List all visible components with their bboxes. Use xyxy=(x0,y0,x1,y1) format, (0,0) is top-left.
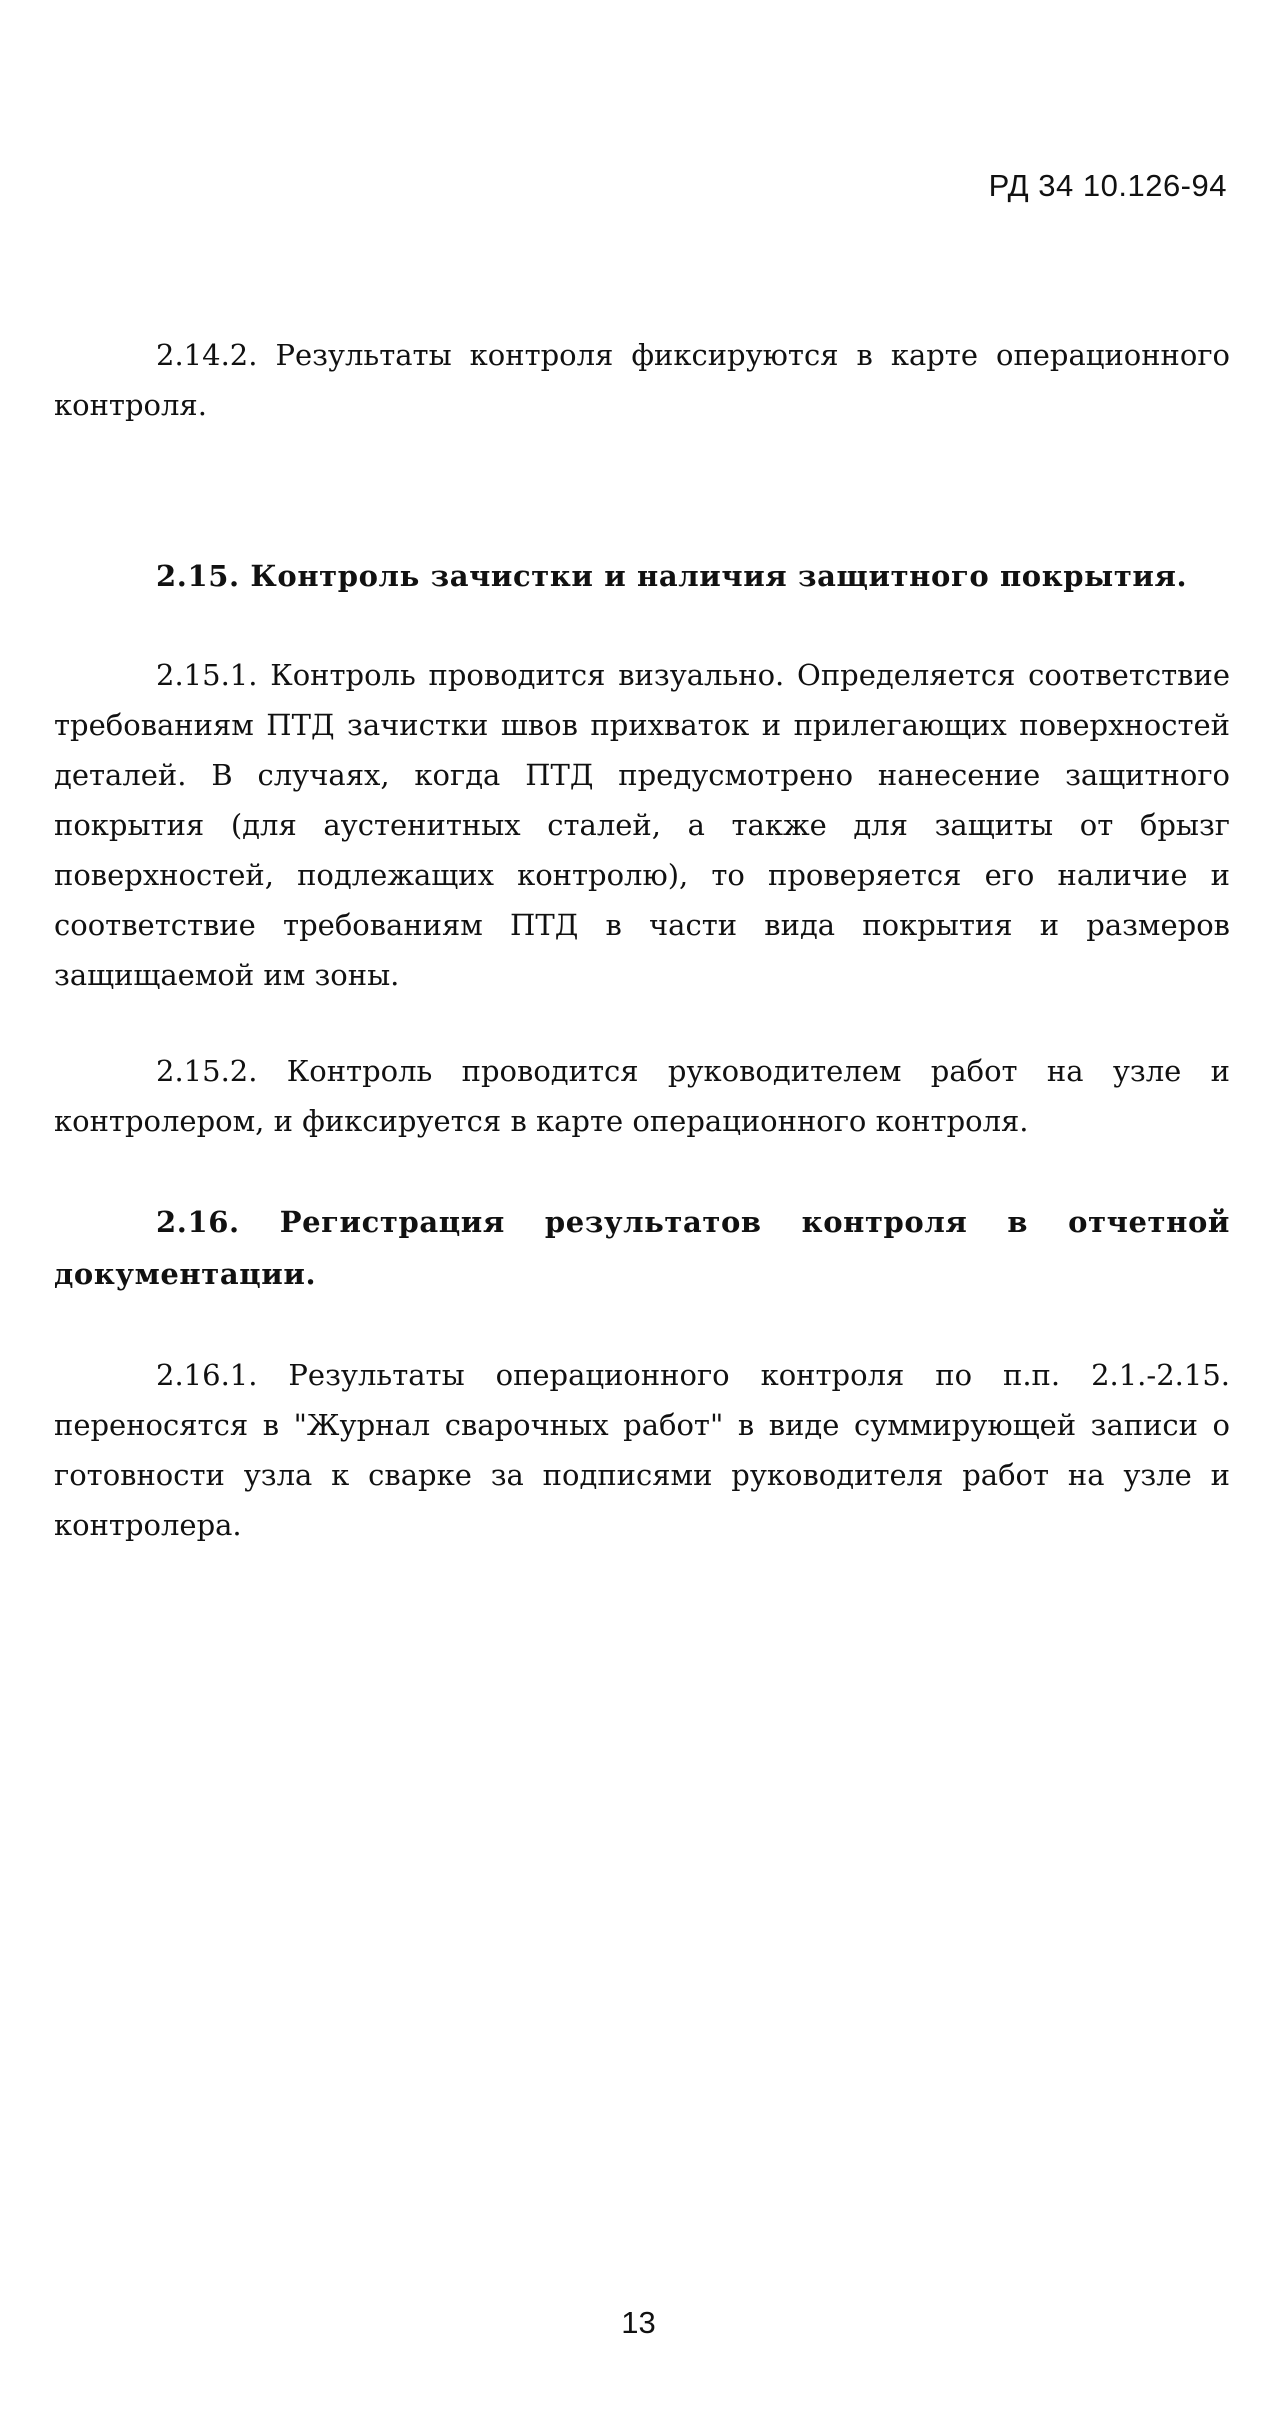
paragraph-2-15-2: 2.15.2. Контроль проводится руководителем работ на узле и контролером, и фиксируется в карте операционного контроля. xyxy=(54,1054,1230,1138)
page-number: 13 xyxy=(621,2305,656,2340)
paragraph-2-15-1: 2.15.1. Контроль проводится визуально. Определяется соответствие требованиям ПТД зачистки швов прихваток и прилегающих поверхностей деталей. В случаях, когда ПТД предусмотрено нанесение защитного покрытия (для аустенитных сталей, а также для защиты от брызг поверхностей, подлежащих контролю), то проверяется его наличие и соответствие требованиям ПТД в части вида покрытия и размеров защищаемой им зоны. xyxy=(54,658,1230,992)
paragraph-2-14-2: 2.14.2. Результаты контроля фиксируются в карте операционного контроля. xyxy=(54,338,1230,422)
document-body xyxy=(54,330,1230,1550)
heading-2-16: 2.16. Регистрация результатов контроля в отчетной документации. xyxy=(54,1205,1230,1291)
document-code: РД 34 10.126-94 xyxy=(988,168,1227,203)
heading-2-15: 2.15. Контроль зачистки и наличия защитного покрытия. xyxy=(156,559,1188,593)
paragraph-2-16-1: 2.16.1. Результаты операционного контроля по п.п. 2.1.-2.15. переносятся в "Журнал сварочных работ" в виде суммирующей записи о готовности узла к сварке за подписями руководителя работ на узле и контролера. xyxy=(54,1358,1230,1542)
